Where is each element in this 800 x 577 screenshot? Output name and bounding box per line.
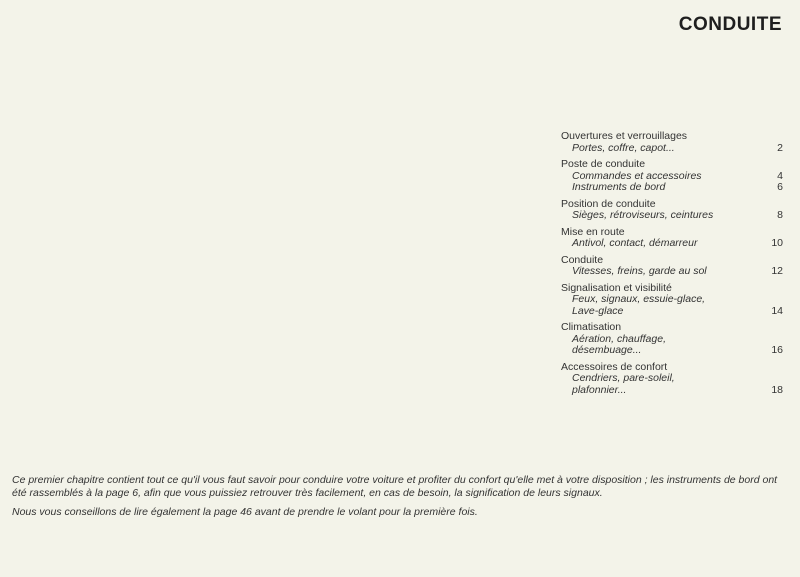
toc-subentry xyxy=(561,143,783,155)
toc-subentry-text: Portes, coffre, capot... xyxy=(572,141,675,154)
toc-subentry-text: plafonnier... xyxy=(572,383,627,396)
toc-entry-position xyxy=(561,199,783,222)
toc-heading: Conduite xyxy=(561,253,604,266)
toc-heading: Ouvertures et verrouillages xyxy=(561,130,688,142)
toc-entry-conduite xyxy=(561,255,783,278)
toc-subentry-text: désembuage... xyxy=(572,344,642,356)
toc-entry-climatisation xyxy=(561,322,783,357)
table-of-contents xyxy=(561,131,783,401)
toc-subentry-text: Feux, signaux, essuie-glace, xyxy=(572,293,706,305)
toc-page-number: 8 xyxy=(777,209,783,221)
toc-page-number: 4 xyxy=(777,169,783,182)
toc-subentry xyxy=(561,210,783,222)
toc-heading: Mise en route xyxy=(561,225,625,238)
toc-subentry-text: Aération, chauffage, xyxy=(572,332,666,345)
toc-subentry-text: Cendriers, pare-soleil, xyxy=(572,372,675,384)
toc-page-number: 12 xyxy=(771,265,783,277)
toc-page-number: 18 xyxy=(771,383,783,396)
toc-entry-accessoires xyxy=(561,362,783,397)
toc-entry-mise-en-route xyxy=(561,227,783,250)
toc-entry-poste xyxy=(561,159,783,194)
toc-subentry xyxy=(561,385,783,397)
toc-subentry-text: Lave-glace xyxy=(572,304,624,317)
intro-paragraph: Ce premier chapitre contient tout ce qu'il vous faut savoir pour conduire votre voiture et profiter du confort qu'elle met à votre disposition ; les instruments de bord ont été rassemblés à la page 6, afin que vous puissiez retrouver très facilement, en cas de besoin, la signification de leurs signaux. xyxy=(12,474,778,499)
toc-subentry xyxy=(561,182,783,194)
toc-subentry-text: Commandes et accessoires xyxy=(572,169,702,182)
toc-page-number: 16 xyxy=(771,344,783,356)
toc-subentry xyxy=(561,373,783,385)
toc-page-number: 2 xyxy=(777,141,783,154)
toc-entry-ouvertures xyxy=(561,131,783,154)
intro-text xyxy=(12,474,787,526)
toc-subentry-text: Instruments de bord xyxy=(572,181,666,193)
toc-subentry xyxy=(561,294,783,306)
toc-heading: Signalisation et visibilité xyxy=(561,281,672,294)
toc-page-number: 10 xyxy=(771,237,783,249)
toc-subentry xyxy=(561,306,783,318)
toc-heading: Poste de conduite xyxy=(561,158,646,170)
toc-subentry-text: Vitesses, freins, garde au sol xyxy=(572,265,707,277)
toc-page-number: 14 xyxy=(771,304,783,317)
toc-subentry xyxy=(561,345,783,357)
intro-paragraph: Nous vous conseillons de lire également la page 46 avant de prendre le volant pour la première fois. xyxy=(12,506,478,518)
toc-heading: Climatisation xyxy=(561,321,622,333)
toc-subentry-text: Sièges, rétroviseurs, ceintures xyxy=(572,209,714,221)
toc-entry-signalisation xyxy=(561,283,783,318)
page-title: CONDUITE xyxy=(678,14,782,35)
toc-subentry-text: Antivol, contact, démarreur xyxy=(572,237,698,249)
toc-heading: Accessoires de confort xyxy=(561,360,668,373)
toc-subentry xyxy=(561,266,783,278)
toc-subentry xyxy=(561,238,783,250)
toc-heading: Position de conduite xyxy=(561,197,656,210)
toc-page-number: 6 xyxy=(777,181,783,193)
